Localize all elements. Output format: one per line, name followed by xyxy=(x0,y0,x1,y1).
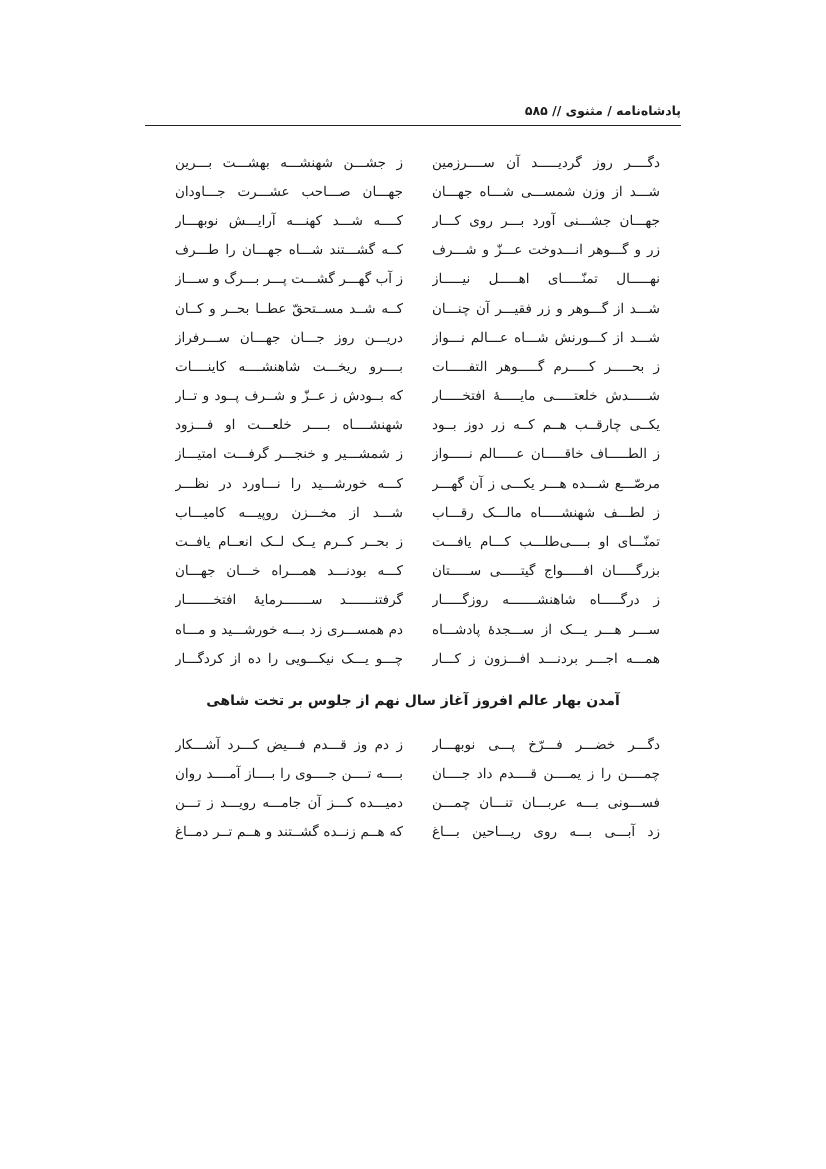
couplet xyxy=(175,440,660,469)
hemistich-right: ز لطـــف شهنشـــــاه مالـــک رقـــاب xyxy=(432,504,660,521)
hemistich-left: کـــه بودنـــد همـــراه خـــان جهـــان xyxy=(175,563,403,580)
couplet xyxy=(175,818,660,847)
hemistich-left: دمیـــده کـــز آن جامـــه رویـــد ز تـــن xyxy=(175,794,403,811)
hemistich-left: بــــرو ریخـــت شاهنشــــه کاینــــات xyxy=(175,358,403,375)
hemistich-right: شـــــدش خلعتـــــی مایـــــهٔ افتخـــــار xyxy=(432,388,660,405)
hemistich-right: زد آبـــی بـــه روی ریـــاحین بـــاغ xyxy=(432,824,660,841)
hemistich-left: ز دم وز قـــدم فـــیض کـــرد آشـــکار xyxy=(175,736,403,753)
hemistich-right: تمنّـــای او بــــی‌طلـــب کـــام یافـــت xyxy=(432,534,660,551)
hemistich-left: کــه گشـــتند شـــاه جهـــان را طـــرف xyxy=(175,242,403,259)
hemistich-left: شهنشــــاه بــــر خلعـــت او فـــزود xyxy=(175,417,403,434)
couplet xyxy=(175,557,660,586)
hemistich-left: شـــد از مخـــزن روپیـــه کامیـــاب xyxy=(175,504,403,521)
couplet xyxy=(175,294,660,323)
hemistich-right: ز الطـــــاف خاقـــــان عـــــالم نـــــواز xyxy=(432,446,660,463)
hemistich-left: که هــم زنــده گشــتند و هــم تــر دمــاغ xyxy=(175,824,403,841)
couplet xyxy=(175,615,660,644)
running-head: پادشاه‌نامه / مثنوی // ۵۸۵ xyxy=(524,103,681,118)
hemistich-right: ز بحـــــر کـــــرم گـــــوهر التفـــــات xyxy=(432,358,660,375)
couplet xyxy=(175,586,660,615)
hemistich-left: که بــودش ز عــزّ و شــرف پــود و تــار xyxy=(175,388,403,405)
hemistich-right: بزرگـــــان افـــــواج گیتـــــی ســـــتان xyxy=(432,563,660,580)
hemistich-left: ز بحــر کــرم یــک لــک انعــام یافــت xyxy=(175,534,403,551)
couplet xyxy=(175,148,660,177)
couplet xyxy=(175,644,660,673)
hemistich-left: گرفتنـــــــد ســـــــرمایهٔ افتخـــــــار xyxy=(175,592,403,609)
page-header xyxy=(145,100,681,122)
poem-part-2 xyxy=(175,730,660,847)
couplet xyxy=(175,469,660,498)
couplet xyxy=(175,382,660,411)
couplet xyxy=(175,265,660,294)
header-rule xyxy=(145,125,681,126)
hemistich-left: دم همســـری زد بـــه خورشـــید و مـــاه xyxy=(175,621,403,638)
couplet xyxy=(175,730,660,759)
hemistich-left: کـــه خورشـــید را نـــاورد در نظـــر xyxy=(175,475,403,492)
hemistich-left: چـــو یـــک نیکـــویی را ده از کردگـــار xyxy=(175,650,403,667)
hemistich-right: ســـر هـــر یـــک از ســـجدهٔ پادشـــاه xyxy=(432,621,660,638)
hemistich-left: جهـــان صـــاحب عشـــرت جـــاودان xyxy=(175,183,403,200)
hemistich-right: شـــد از گـــوهر و زر فقیـــر آن چنـــان xyxy=(432,300,660,317)
hemistich-right: نهـــــال تمنّـــــای اهـــــل نیـــــاز xyxy=(432,271,660,288)
hemistich-left: ز آب گهـــر گشـــت پـــر بـــرگ و ســـاز xyxy=(175,271,403,288)
couplet xyxy=(175,236,660,265)
hemistich-right: زر و گـــوهر انـــدوخت عـــزّ و شـــرف xyxy=(432,242,660,259)
hemistich-left: کــه شــد مســتحقّ عطــا بحــر و کــان xyxy=(175,300,403,317)
hemistich-right: مرصّـــع شـــده هـــر یکـــی ز آن گهـــر xyxy=(432,475,660,492)
hemistich-left: دریـــن روز جـــان جهـــان ســـرفراز xyxy=(175,329,403,346)
couplet xyxy=(175,788,660,817)
couplet xyxy=(175,411,660,440)
hemistich-right: ز درگـــــاه شاهنشـــــــه روزگـــــار xyxy=(432,592,660,609)
hemistich-right: دگــــر روز گردیـــــد آن ســــرزمین xyxy=(432,154,660,171)
hemistich-right: فســـونی بـــه عربـــان تنـــان چمـــن xyxy=(432,794,660,811)
hemistich-left: ز شمشـــیر و خنجـــر گرفـــت امتیـــاز xyxy=(175,446,403,463)
couplet xyxy=(175,527,660,556)
couplet xyxy=(175,206,660,235)
hemistich-left: بــــه تــــن جــــوی را بــــاز آمــــد روان xyxy=(175,765,403,782)
hemistich-left: کــــه شـــد کهنـــه آرایـــش نوبهـــار xyxy=(175,212,403,229)
hemistich-right: همـــه اجـــر بردنـــد افـــزون ز کـــار xyxy=(432,650,660,667)
hemistich-right: چمــــن را ز یمــــن قــــدم داد جــــان xyxy=(432,765,660,782)
couplet xyxy=(175,177,660,206)
hemistich-right: جهـــان جشـــنی آورد بـــر روی کـــار xyxy=(432,212,660,229)
hemistich-right: دگـــر خضـــر فـــرّخ پـــی نوبهـــار xyxy=(432,736,660,753)
couplet xyxy=(175,352,660,381)
section-title: آمدن بهار عالم افروز آغاز سال نهم از جلوس بر تخت شاهی xyxy=(206,693,620,709)
poem-part-1 xyxy=(175,148,660,673)
couplet xyxy=(175,323,660,352)
couplet xyxy=(175,759,660,788)
couplet xyxy=(175,498,660,527)
hemistich-left: ز جشـــن شهنشـــه بهشـــت بـــرین xyxy=(175,154,403,171)
hemistich-right: یکــی چارقــب هــم کــه زر دوز بــود xyxy=(432,417,660,434)
hemistich-right: شـــد از کـــورنش شـــاه عـــالم نـــواز xyxy=(432,329,660,346)
hemistich-right: شـــد از وزن شمســـی شـــاه جهـــان xyxy=(432,183,660,200)
